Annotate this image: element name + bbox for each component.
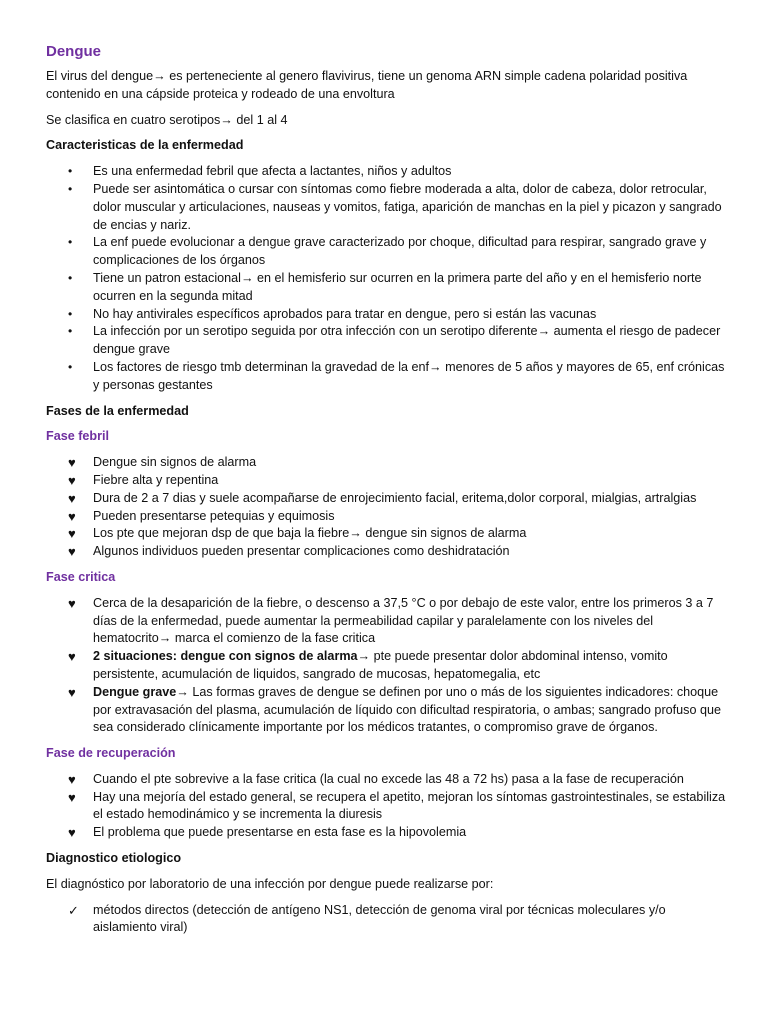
list-item: ♥ Cuando el pte sobrevive a la fase critica (la cual no excede las 48 a 72 hs) pasa a la fase de recuperación xyxy=(68,771,684,787)
list-item: • Puede ser asintomática o cursar con síntomas como fiebre moderada a alta, dolor de cabeza, dolor retrocular, dolor muscular y articulaciones, nauseas y vomitos, fatiga, aparición de manchas en la piel y picazon y sangrado de encias y nariz. xyxy=(68,181,722,232)
heart-icon: ♥ xyxy=(68,490,76,506)
fase-recuperacion-list xyxy=(46,771,728,842)
list-item: ♥ Algunos individuos pueden presentar complicaciones como deshidratación xyxy=(68,544,510,560)
list-item: ✓ métodos directos (detección de antígeno NS1, detección de genoma viral por técnicas moleculares y/o aislamiento viral) xyxy=(68,902,666,935)
intro-paragraph: El virus del dengue→ es perteneciente al genero flavivirus, tiene un genoma ARN simple cadena polaridad positiva contenido en una cápside proteica y rodeado de una envoltura xyxy=(46,69,688,101)
heart-icon: ♥ xyxy=(68,526,76,542)
diagnostico-intro: El diagnóstico por laboratorio de una infección por dengue puede realizarse por: xyxy=(46,876,494,891)
fase-febril-list xyxy=(46,454,728,561)
heart-icon: ♥ xyxy=(68,455,76,471)
list-item: ♥ Dengue sin signos de alarma xyxy=(68,455,257,471)
list-item: • La enf puede evolucionar a dengue grave caracterizado por choque, dificultad para respirar, sangrado grave y complicaciones de los órganos xyxy=(68,235,707,268)
diagnostico-heading: Diagnostico etiologico xyxy=(46,851,182,866)
fase-critica-list xyxy=(46,595,728,737)
bullet-icon: • xyxy=(68,359,73,374)
bullet-icon: • xyxy=(68,270,73,285)
serotypes-paragraph: Se clasifica en cuatro serotipos→ del 1 al 4 xyxy=(46,112,288,127)
heart-icon: ♥ xyxy=(68,771,76,787)
list-item: ♥ Dura de 2 a 7 dias y suele acompañarse de enrojecimiento facial, eritema,dolor corporal, mialgias, artralgias xyxy=(68,490,697,506)
heart-icon: ♥ xyxy=(68,544,76,560)
document-title: Dengue xyxy=(46,43,102,60)
fase-recuperacion-heading: Fase de recuperación xyxy=(46,746,176,761)
list-item: ♥ 2 situaciones: dengue con signos de alarma→ pte puede presentar dolor abdominal intenso, vomito persistente, acumulación de liquidos, sangrado de mucosas, hepatomegalia, etc xyxy=(68,649,668,681)
heart-icon: ♥ xyxy=(68,472,76,488)
list-item: ♥ Pueden presentarse petequias y equimosis xyxy=(68,508,335,524)
list-item: ♥ Hay una mejoría del estado general, se recupera el apetito, mejoran los síntomas gastrointestinales, se estabiliza el estado hemodinámico y se incrementa la diuresis xyxy=(68,789,726,822)
caracteristicas-list xyxy=(46,163,728,394)
list-item: ♥ Dengue grave→ Las formas graves de dengue se definen por uno o más de los siguientes indicadores: choque por extravasación del plasma, acumulación de líquido con dificultad respiratoria, o ambas; sangrado profuso que sea considerado clínicamente importante por los médicos tratantes, o compromiso grave de órganos. xyxy=(68,684,721,735)
fase-critica-heading: Fase critica xyxy=(46,569,116,584)
list-item: • Es una enfermedad febril que afecta a lactantes, niños y adultos xyxy=(46,163,728,181)
heart-icon: ♥ xyxy=(68,508,76,524)
bullet-icon: • xyxy=(68,164,73,179)
list-item: ♥ Cerca de la desaparición de la fiebre, o descenso a 37,5 °C o por debajo de este valor, entre los primeros 3 a 7 días de la enfermedad, puede aumentar la permeabilidad capilar y paralelamente con los niveles del hematocrito→ marca el comienzo de la fase critica xyxy=(68,595,714,646)
list-item: • Tiene un patron estacional→ en el hemisferio sur ocurren en la primera parte del año y en el hemisferio norte ocurren en la segunda mitad xyxy=(68,270,702,303)
list-item: ♥ Fiebre alta y repentina xyxy=(68,472,219,488)
bullet-icon: • xyxy=(68,235,73,250)
bullet-icon: • xyxy=(68,306,73,321)
fase-febril-heading: Fase febril xyxy=(46,429,109,444)
heart-icon: ♥ xyxy=(68,595,76,611)
heart-icon: ♥ xyxy=(68,789,76,805)
checkmark-icon: ✓ xyxy=(68,902,79,918)
list-item: • No hay antivirales específicos aprobados para tratar en dengue, pero si están las vacunas xyxy=(46,306,728,324)
bullet-icon: • xyxy=(68,324,73,339)
caracteristicas-heading: Caracteristicas de la enfermedad xyxy=(46,138,244,153)
bullet-icon: • xyxy=(68,181,73,196)
list-item: • Los factores de riesgo tmb determinan la gravedad de la enf→ menores de 5 años y mayores de 65, enf crónicas y personas gestantes xyxy=(68,359,725,392)
list-item: ♥ El problema que puede presentarse en esta fase es la hipovolemia xyxy=(68,825,467,841)
list-item: ♥ Los pte que mejoran dsp de que baja la fiebre→ dengue sin signos de alarma xyxy=(68,526,527,542)
fases-heading: Fases de la enfermedad xyxy=(46,403,189,418)
heart-icon: ♥ xyxy=(68,684,76,700)
diagnostico-list xyxy=(46,902,728,938)
heart-icon: ♥ xyxy=(68,825,76,841)
heart-icon: ♥ xyxy=(68,649,76,665)
list-item: • La infección por un serotipo seguida por otra infección con un serotipo diferente→ aumenta el riesgo de padecer dengue grave xyxy=(68,324,721,357)
